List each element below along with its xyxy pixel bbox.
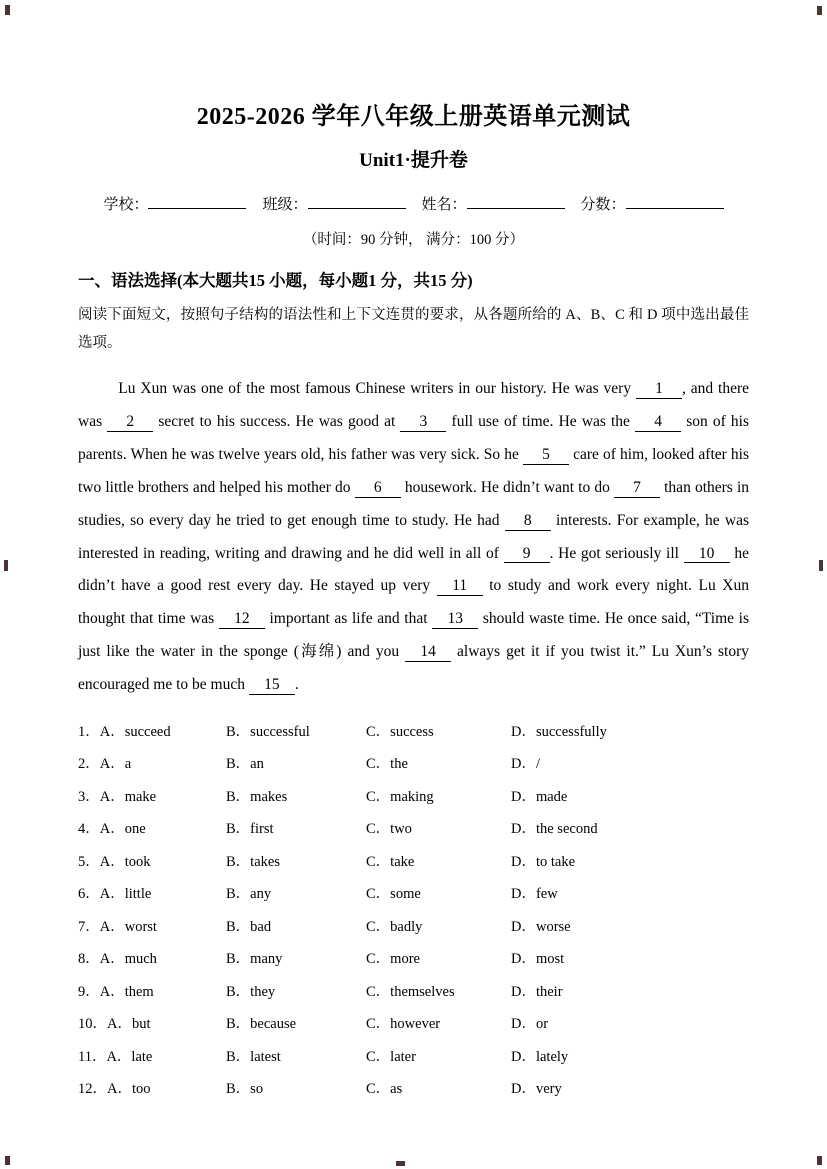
option-cell: D．worse [511,918,571,935]
cloze-blank: 5 [523,446,569,465]
info-field [581,192,724,214]
question-row [78,1041,749,1074]
page-border-mark [817,6,822,15]
option-cell: C．the [366,756,408,773]
option-cell: C．success [366,723,434,740]
option-cell: B．an [226,756,264,773]
student-info-line [78,192,749,214]
option-cell: D．/ [511,756,540,773]
cloze-blank: 7 [614,479,660,498]
page-border-mark [817,1156,822,1165]
option-cell: B．makes [226,788,288,805]
cloze-blank: 8 [505,512,551,531]
option-cell: B．so [226,1081,264,1098]
option-cell: B．because [226,1016,297,1033]
option-cell: 8．A．much [78,951,157,968]
option-cell: 5．A．took [78,853,151,870]
option-cell: D．their [511,983,563,1000]
page-subtitle: Unit1·提升卷 [359,150,468,171]
option-cell: D．to take [511,853,576,870]
option-cell: B．latest [226,1048,281,1065]
cloze-blank: 9 [504,545,550,564]
option-cell: 6．A．little [78,886,152,903]
option-cell: B．first [226,821,274,838]
option-cell: C．badly [366,918,423,935]
info-field-label: 班级： [262,196,308,213]
section-heading: 一、语法选择(本大题共15 小题，每小题1 分，共15 分) [78,270,473,290]
option-cell: 3．A．make [78,788,157,805]
option-cell: B．successful [226,723,310,740]
info-field-blank [626,192,724,209]
cloze-blank: 10 [684,545,730,564]
info-field-blank [148,192,246,209]
option-cell: D．made [511,788,568,805]
question-row [78,748,749,781]
option-cell: C．later [366,1048,416,1065]
question-row [78,716,749,749]
option-cell: D．lately [511,1048,569,1065]
cloze-blank: 2 [107,413,153,432]
question-row [78,846,749,879]
cloze-blank: 15 [249,676,295,695]
option-cell: C．making [366,788,434,805]
page-border-mark [819,560,823,571]
cloze-blank: 6 [355,479,401,498]
option-cell: C．however [366,1016,441,1033]
option-cell: B．any [226,886,272,903]
question-row [78,813,749,846]
cloze-blank: 14 [405,643,451,662]
option-cell: 9．A．them [78,983,154,1000]
cloze-blank: 4 [635,413,681,432]
question-row [78,976,749,1009]
option-cell: D．most [511,951,565,968]
page-border-mark [5,1156,10,1165]
option-cell: 10．A．but [78,1016,151,1033]
cloze-blank: 3 [400,413,446,432]
page-border-mark [5,5,10,15]
info-field [422,192,565,214]
option-cell: D．successfully [511,723,607,740]
question-row [78,1073,749,1106]
time-limit-line: （时间：90 分钟， 满分：100 分） [302,231,525,248]
option-cell: 2．A．a [78,756,132,773]
option-cell: 7．A．worst [78,918,157,935]
option-cell: 1．A．succeed [78,723,171,740]
page-border-mark [396,1161,405,1166]
info-field [262,192,405,214]
option-cell: D．or [511,1016,549,1033]
option-cell: D．few [511,886,558,903]
info-field-blank [308,192,406,209]
option-cell: D．the second [511,821,598,838]
option-cell: C．more [366,951,420,968]
option-cell: C．as [366,1081,403,1098]
question-row [78,943,749,976]
cloze-blank: 11 [437,577,483,596]
option-cell: C．some [366,886,421,903]
question-list [78,716,749,1106]
question-row [78,1008,749,1041]
option-cell: B．takes [226,853,280,870]
option-cell: 4．A．one [78,821,146,838]
option-cell: C．two [366,821,412,838]
option-cell: 11．A．late [78,1048,153,1065]
option-cell: B．they [226,983,276,1000]
info-field-blank [467,192,565,209]
option-cell: D．very [511,1081,562,1098]
page-border-mark [4,560,8,571]
page-title: 2025-2026 学年八年级上册英语单元测试 [196,104,631,130]
cloze-passage: Lu Xun was one of the most famous Chinese writers in our history. He was very 1 , and there was 2 secret to his success. He was good at 3 full use of time. He was the 4 son of his parents. When he was twelve years old, his father was very sick. So he 5 care of him, looked after his two little brothers and helped his mother do 6 housework. He didn’t want to do 7 than others in studies, so every day he tried to get enough time to study. He had 8 interests. For example, he was interested in reading, writing and drawing and he did well in all of 9 . He got seriously ill 10 he didn’t have a good rest every day. He stayed up very 11 to study and work every night. Lu Xun thought that time was 12 important as life and that 13 should waste time. He once said, “Time is just like the water in the sponge (海绵) and you 14 always get it if you twist it.” Lu Xun’s story encouraged me to be much 15 . [78,380,750,694]
info-field-label: 姓名： [421,196,467,213]
section-instructions: 阅读下面短文，按照句子结构的语法性和上下文连贯的要求，从各题所给的 A、B、C 和 D 项中选出最佳选项。 [78,306,749,352]
option-cell: B．many [226,951,283,968]
cloze-blank: 13 [432,610,478,629]
info-field [103,192,246,214]
info-field-label: 学校： [103,196,149,213]
option-cell: 12．A．too [78,1081,151,1098]
cloze-blank: 1 [636,380,682,399]
option-cell: C．take [366,853,415,870]
option-cell: B．bad [226,918,272,935]
cloze-blank: 12 [219,610,265,629]
question-row [78,911,749,944]
question-row [78,781,749,814]
info-field-label: 分数： [580,196,626,213]
question-row [78,878,749,911]
option-cell: C．themselves [366,983,455,1000]
